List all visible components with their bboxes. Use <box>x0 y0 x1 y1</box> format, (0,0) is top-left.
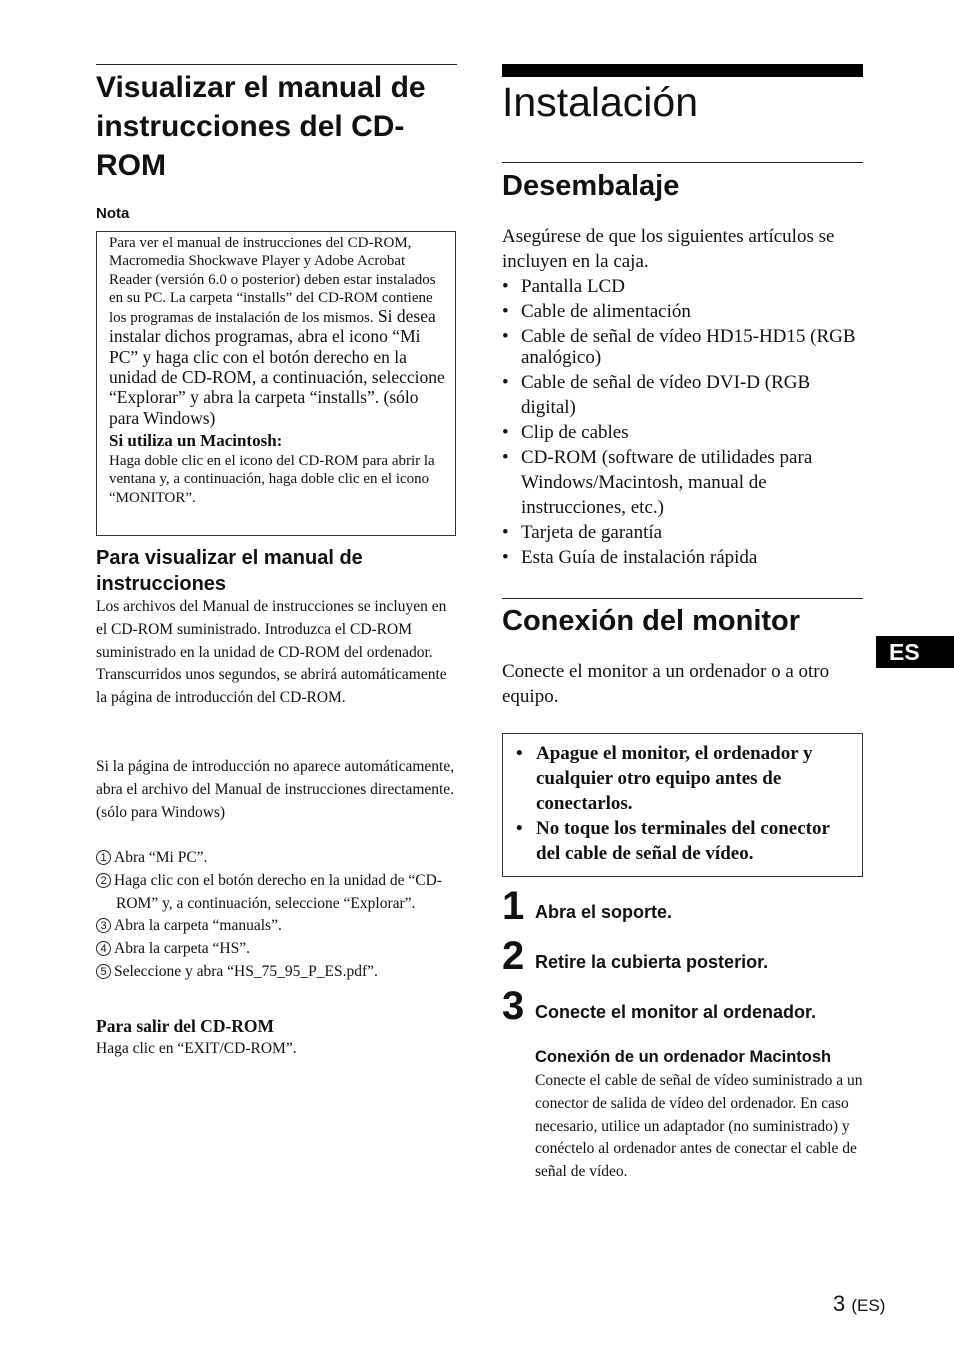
heading-rule <box>96 64 457 65</box>
list-item <box>96 870 458 916</box>
list-item <box>96 847 458 870</box>
list-item <box>96 938 458 961</box>
warning-item: • Apague el monitor, el ordenador y cualquier otro equipo antes de conectarlos. <box>516 741 850 816</box>
exit-text: Haga clic en “EXIT/CD-ROM”. <box>96 1040 297 1057</box>
list-item: • Pantalla LCD <box>502 274 864 299</box>
list-item: • Cable de alimentación <box>502 299 864 324</box>
note-mac-heading: Si utiliza un Macintosh: <box>109 430 283 450</box>
list-item: • Cable de señal de vídeo DVI-D (RGB digital) <box>502 370 864 420</box>
page-number-suffix: (ES) <box>851 1296 886 1315</box>
note-mac-text: Haga doble clic en el icono del CD-ROM para abrir la ventana y, a continuación, haga doble clic en el icono “MONITOR”. <box>109 452 435 506</box>
heading-connection: Conexión del monitor <box>502 605 801 637</box>
step-number-circle: 4 <box>96 941 111 956</box>
page-title: Instalación <box>502 79 699 125</box>
warning-box <box>502 733 863 877</box>
page-number-value: 3 <box>833 1291 846 1316</box>
step-number-circle: 5 <box>96 964 111 979</box>
step-number-circle: 1 <box>96 850 111 865</box>
note-label: Nota <box>96 205 130 222</box>
mac-connection-heading: Conexión de un ordenador Macintosh <box>535 1048 832 1066</box>
page-number <box>833 1291 885 1317</box>
contents-list <box>502 274 864 570</box>
unpacking-intro: Asegúrese de que los siguientes artículos se incluyen en la caja. <box>502 226 835 272</box>
list-item: • Tarjeta de garantía <box>502 520 864 545</box>
note-text-large: Si desea instalar dichos programas, abra el icono “Mi PC” y haga clic con el botón derecho en la unidad de CD-ROM, a continuación, seleccione “Explorar” y abra la carpeta “installs”. (sólo para Windows) <box>109 306 445 428</box>
step-number: 1 <box>502 884 525 928</box>
mac-connection-text: Conecte el cable de señal de vídeo suministrado a un conector de salida de vídeo del ordenador. En caso necesario, utilice un adaptador (no suministrado) y conéctelo al ordenador antes de conectar el cable de señal de vídeo. <box>535 1072 863 1181</box>
step-number: 3 <box>502 984 525 1028</box>
step-text: Conecte el monitor al ordenador. <box>535 1002 817 1022</box>
step-text: Abra la carpeta “HS”. <box>114 940 250 958</box>
step-number-circle: 2 <box>96 873 111 888</box>
list-item: • CD-ROM (software de utilidades para Windows/Macintosh, manual de instrucciones, etc.) <box>502 445 864 520</box>
heading-rule <box>502 162 863 163</box>
step-text: Haga clic con el botón derecho en la unidad de “CD-ROM” y, a continuación, seleccione “Explorar”. <box>114 871 442 912</box>
paragraph-fallback: Si la página de introducción no aparece automáticamente, abra el archivo del Manual de instrucciones directamente. (sólo para Windows) <box>96 758 455 821</box>
list-item <box>96 915 458 938</box>
list-item: • Cable de señal de vídeo HD15-HD15 (RGB analógico) <box>502 326 864 368</box>
manual-steps-list <box>96 847 458 984</box>
heading-rule <box>502 598 863 599</box>
heading-unpacking: Desembalaje <box>502 170 680 202</box>
note-box <box>96 231 456 536</box>
list-item: • Clip de cables <box>502 420 864 445</box>
step-text: Seleccione y abra “HS_75_95_P_ES.pdf”. <box>114 962 378 980</box>
warning-item: • No toque los terminales del conector del cable de señal de vídeo. <box>516 816 850 866</box>
exit-heading: Para salir del CD-ROM <box>96 1016 275 1036</box>
step-text: Abra la carpeta “manuals”. <box>114 917 282 935</box>
step-text: Retire la cubierta posterior. <box>535 952 769 972</box>
section-heading-cdrom-manual: Visualizar el manual de instrucciones del CD-ROM <box>96 71 426 182</box>
connection-intro: Conecte el monitor a un ordenador o a otro equipo. <box>502 661 830 707</box>
subheading-view-manual: Para visualizar el manual de instrucciones <box>96 547 363 595</box>
step-text: Abra “Mi PC”. <box>114 849 208 866</box>
title-bar-rule <box>502 64 863 77</box>
list-item: • Esta Guía de instalación rápida <box>502 545 864 570</box>
language-tab: ES <box>876 636 954 668</box>
step-number: 2 <box>502 934 525 978</box>
note-text-small: Para ver el manual de instrucciones del CD-ROM, Macromedia Shockwave Player y Adobe Acrobat Reader (versión 6.0 o posterior) deben estar instalados en su PC. La carpeta “installs” del CD-ROM contiene los programas de instalación de los mismos. <box>109 235 436 327</box>
paragraph-intro: Los archivos del Manual de instrucciones se incluyen en el CD-ROM suministrado. Introduzca el CD-ROM suministrado en la unidad de CD-ROM del ordenador. Transcurridos unos segundos, se abrirá automáticamente la página de introducción del CD-ROM. <box>96 598 447 707</box>
step-number-circle: 3 <box>96 918 111 933</box>
list-item <box>96 961 458 984</box>
step-text: Abra el soporte. <box>535 902 673 922</box>
